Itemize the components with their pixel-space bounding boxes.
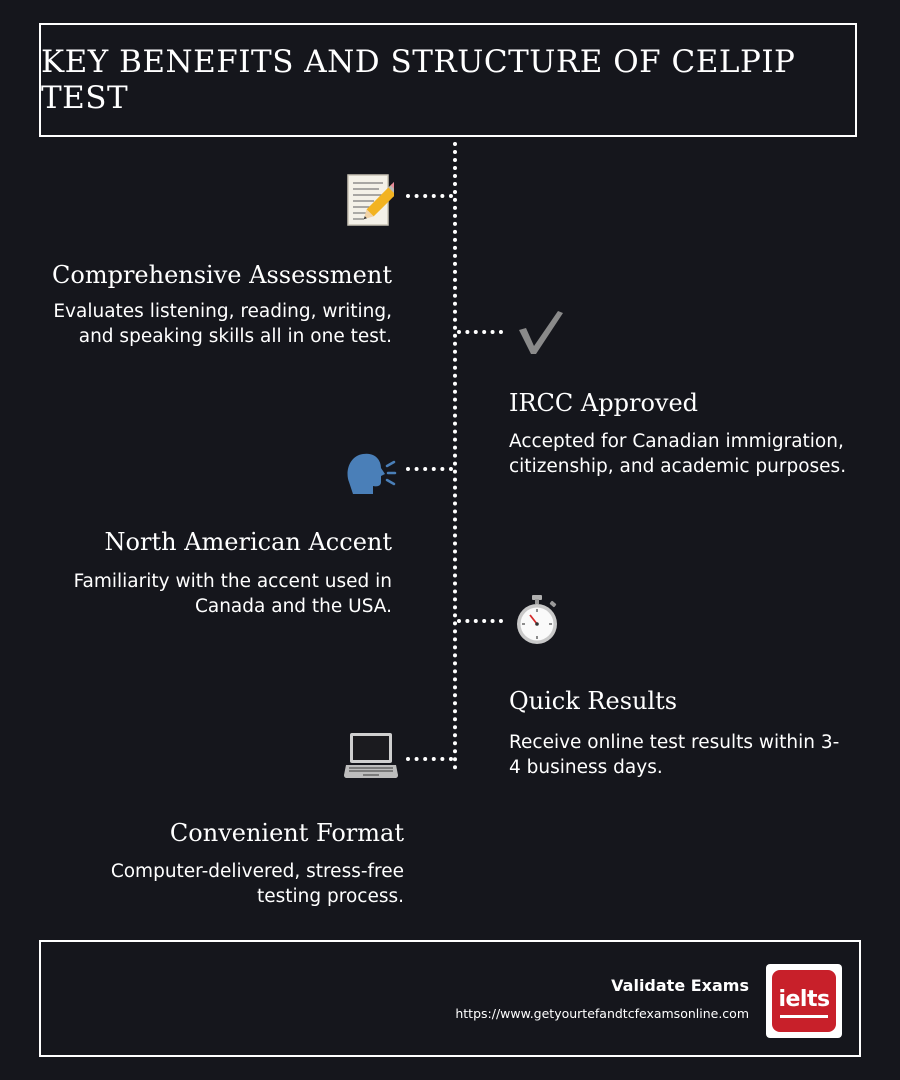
desc-line: Computer-delivered, stress-free — [110, 861, 404, 882]
connector-1 — [406, 194, 453, 198]
brand-url[interactable]: https://www.getyourtefandtcfexamsonline.com — [455, 1006, 749, 1021]
stopwatch-icon — [512, 594, 562, 646]
desc-line: 4 business days. — [509, 757, 663, 778]
item-title-north-american-accent: North American Accent — [104, 528, 392, 556]
desc-line: Canada and the USA. — [194, 596, 392, 617]
desc-line: citizenship, and academic purposes. — [509, 456, 847, 477]
desc-line: and speaking skills all in one test. — [78, 326, 392, 347]
ielts-logo-badge — [772, 970, 836, 1032]
desc-line: Evaluates listening, reading, writing, — [53, 301, 392, 322]
timeline-line — [453, 142, 457, 770]
connector-5 — [406, 757, 453, 761]
desc-line: Accepted for Canadian immigration, — [509, 431, 844, 452]
ielts-logo-text: ielts — [778, 986, 830, 1012]
item-desc-comprehensive-assessment — [0, 299, 392, 349]
desc-line: testing process. — [257, 886, 404, 907]
item-desc-quick-results — [509, 730, 869, 780]
brand-name: Validate Exams — [611, 976, 749, 995]
footer-box — [39, 940, 861, 1057]
desc-line: Familiarity with the accent used in — [73, 571, 392, 592]
item-title-ircc-approved: IRCC Approved — [509, 389, 699, 417]
connector-3 — [406, 467, 453, 471]
connector-4 — [457, 619, 503, 623]
title-box — [39, 23, 857, 137]
item-desc-convenient-format — [4, 859, 404, 909]
item-desc-ircc-approved — [509, 429, 879, 479]
ielts-logo — [766, 964, 842, 1038]
speaking-head-icon — [343, 450, 397, 496]
checkmark-icon — [515, 307, 567, 357]
memo-icon — [345, 172, 395, 228]
item-title-convenient-format: Convenient Format — [169, 819, 404, 847]
laptop-icon — [344, 728, 398, 782]
page-title: KEY BENEFITS AND STRUCTURE OF CELPIP TEST — [41, 44, 796, 116]
desc-line: Receive online test results within 3- — [509, 732, 840, 753]
item-title-quick-results: Quick Results — [509, 687, 678, 715]
item-desc-north-american-accent — [0, 569, 392, 619]
ielts-logo-bar — [780, 1015, 828, 1018]
connector-2 — [457, 330, 503, 334]
item-title-comprehensive-assessment: Comprehensive Assessment — [52, 261, 392, 289]
